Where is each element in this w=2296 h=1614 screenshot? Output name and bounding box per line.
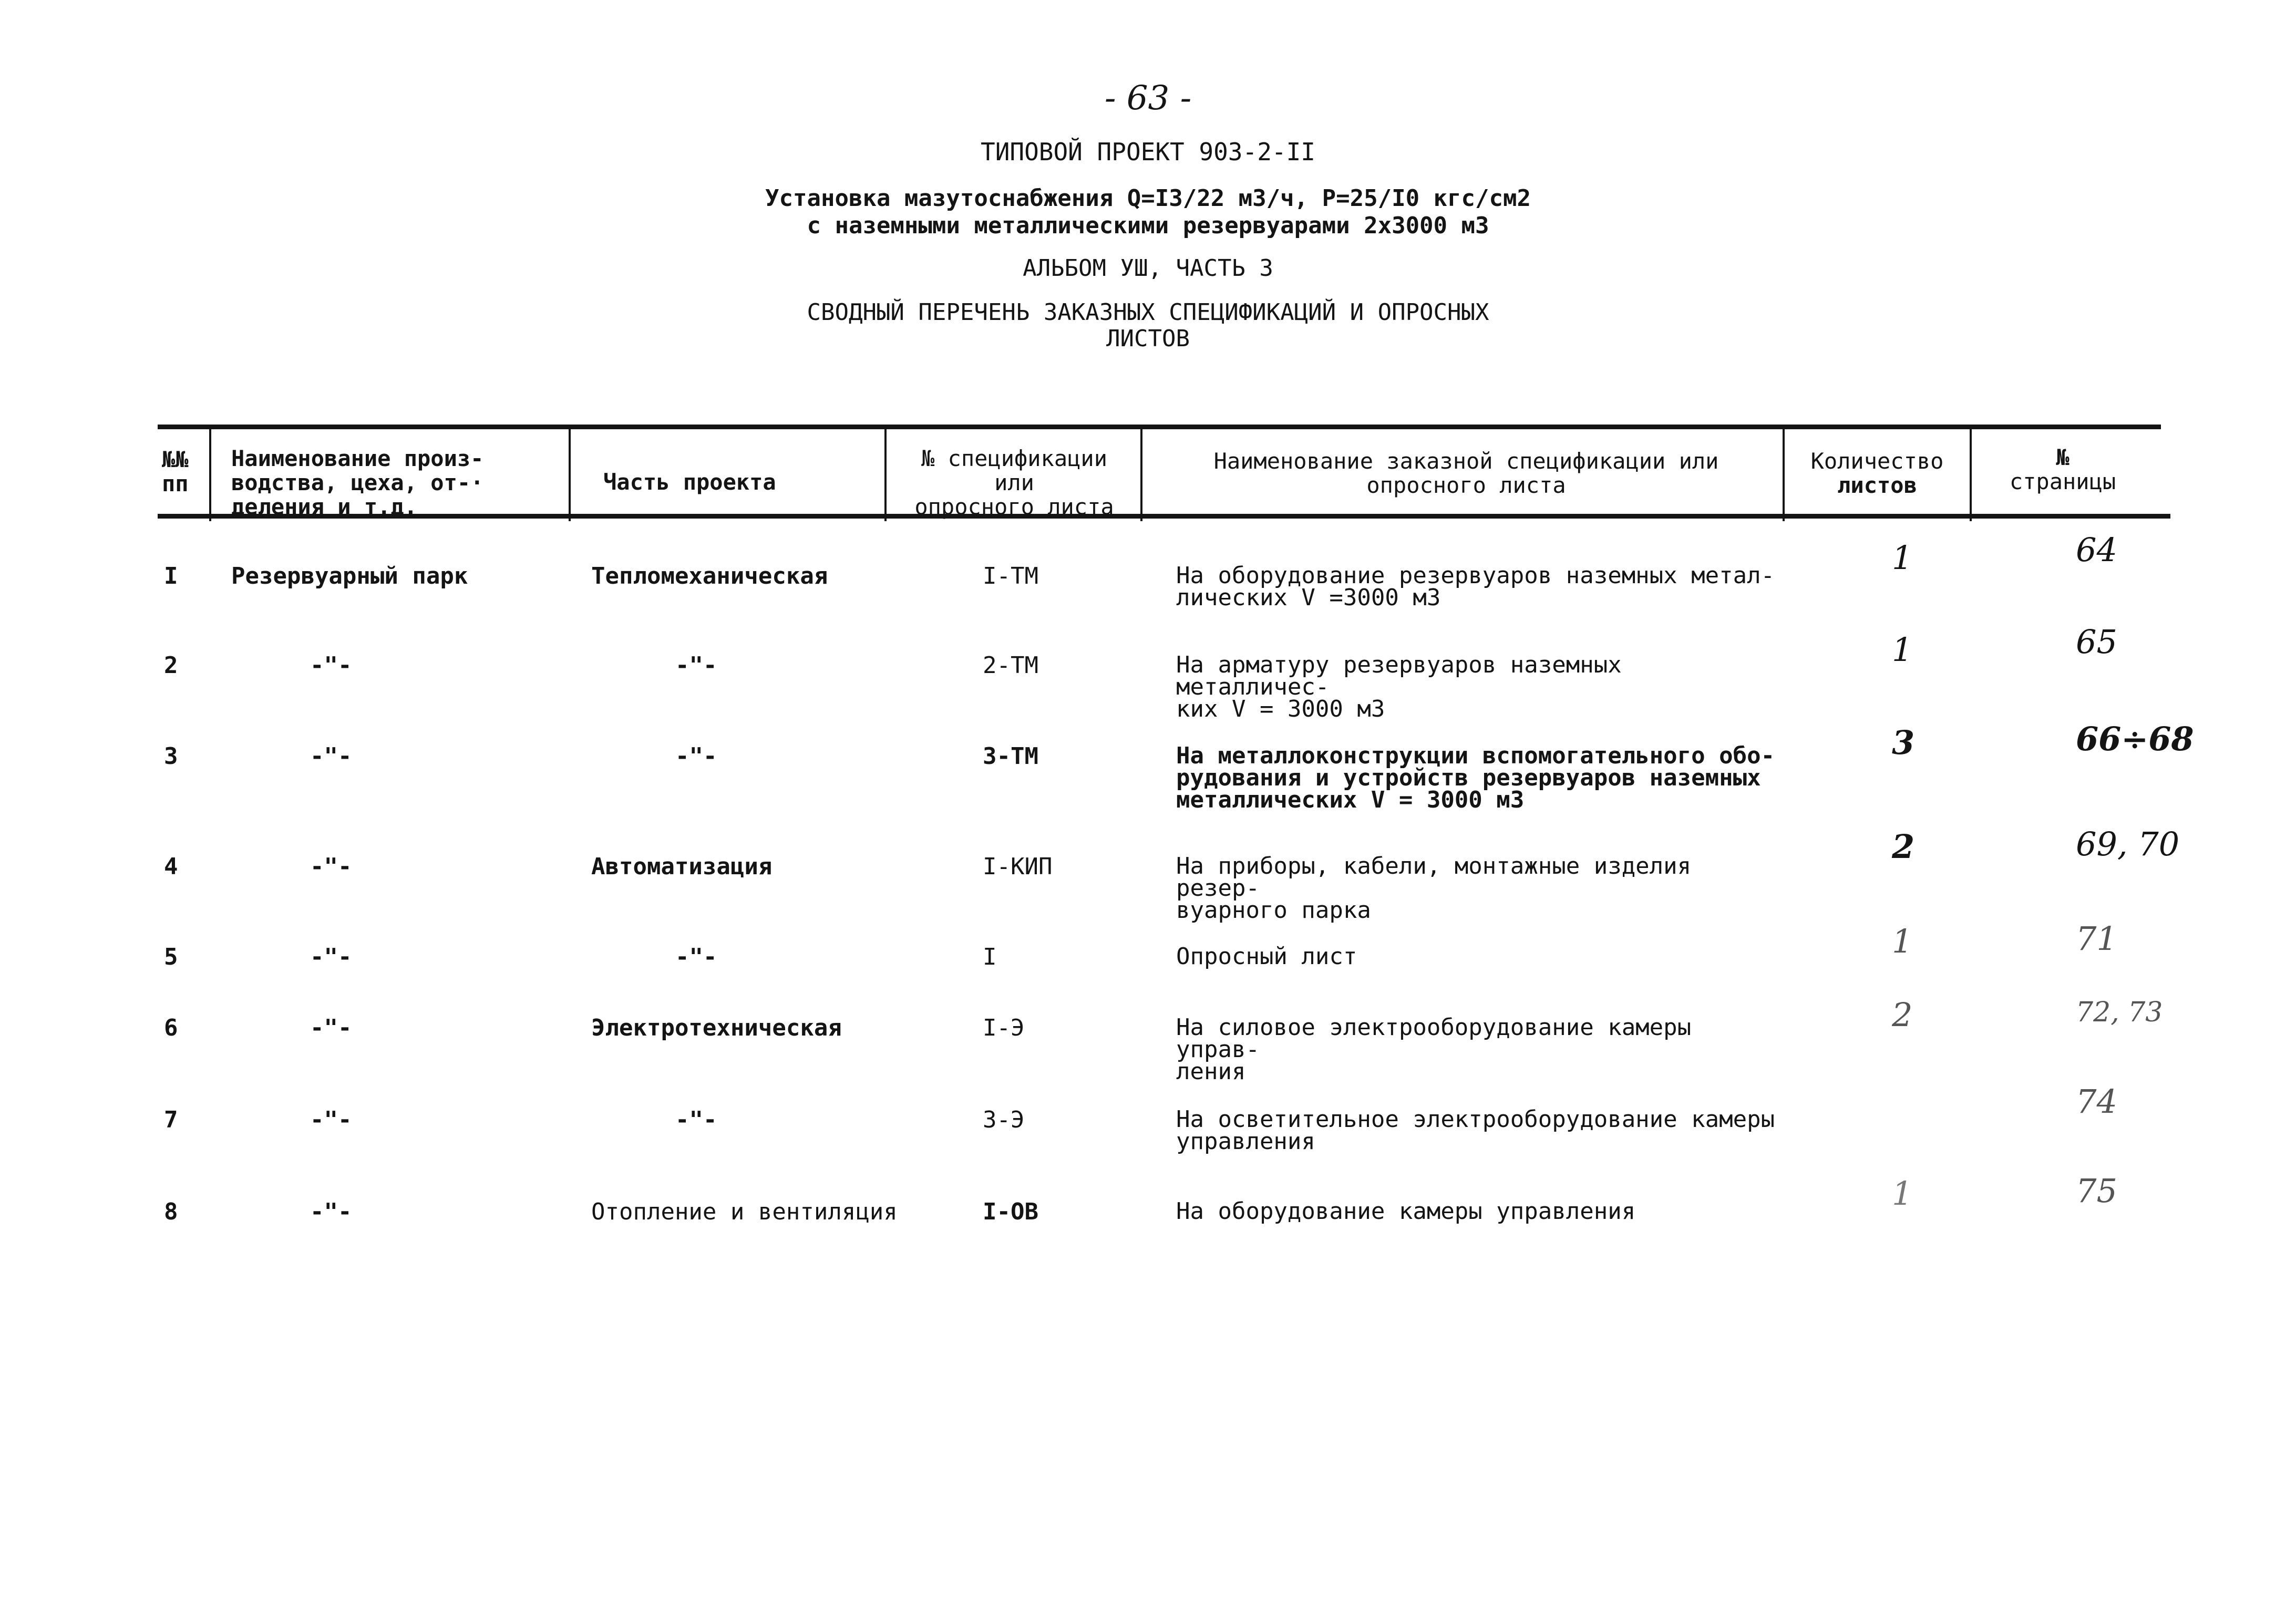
ditto-mark: -"-	[310, 1015, 352, 1041]
ditto-mark: -"-	[310, 652, 352, 679]
row-number: 3	[164, 743, 178, 770]
row-number: 8	[164, 1198, 178, 1225]
row-page-number: 65	[2076, 623, 2117, 661]
row-page-number: 69, 70	[2076, 825, 2180, 863]
row-description: Опросный лист	[1176, 943, 1357, 970]
row-production: Резервуарный парк	[231, 563, 468, 589]
row-number: 4	[164, 853, 178, 880]
row-spec-number: I	[983, 944, 997, 970]
col-header-page: № страницы	[2009, 444, 2116, 494]
row-project-part: Тепломеханическая	[591, 563, 828, 589]
ditto-mark: -"-	[310, 853, 352, 880]
row-page-number: 71	[2076, 919, 2117, 958]
row-page-number: 64	[2076, 531, 2117, 569]
column-divider	[1970, 428, 1972, 521]
row-spec-number: 3-Э	[983, 1106, 1025, 1133]
col-header-qty: Количество листов	[1810, 448, 1944, 498]
row-sheet-count: 1	[1892, 1174, 1913, 1213]
column-divider	[1140, 428, 1142, 521]
row-spec-number: I-ТМ	[983, 563, 1038, 589]
row-page-number: 75	[2076, 1172, 2117, 1210]
row-description: На осветительное электрооборудование камеры управления	[1176, 1106, 1775, 1155]
row-sheet-count: 1	[1892, 922, 1913, 960]
subtitle-line-1: Установка мазутоснабжения Q=I3/22 м3/ч, Р=25/I0 кгс/см2	[765, 185, 1531, 212]
row-page-number: 66÷68	[2076, 720, 2194, 758]
row-sheet-count: 1	[1892, 539, 1913, 577]
table-top-rule	[158, 425, 2161, 429]
row-number: 6	[164, 1015, 178, 1041]
row-page-number: 72, 73	[2076, 997, 2163, 1028]
column-divider	[884, 428, 887, 521]
row-description: На силовое электрооборудование камеры управ- ления	[1176, 1014, 1692, 1085]
row-project-part: Отопление и вентиляция	[591, 1198, 898, 1225]
col-header-part: Часть проекта	[603, 469, 776, 495]
row-description: На приборы, кабели, монтажные изделия резер- вуарного парка	[1176, 853, 1692, 924]
page-number: - 63 -	[1104, 79, 1192, 118]
ditto-mark: -"-	[310, 944, 352, 970]
row-number: 2	[164, 652, 178, 679]
ditto-mark: -"-	[310, 1198, 352, 1225]
ditto-mark: -"-	[675, 743, 717, 770]
column-divider	[1783, 428, 1785, 521]
row-project-part: Электротехническая	[591, 1015, 842, 1041]
row-spec-number: I-ОВ	[983, 1198, 1038, 1225]
row-project-part: Автоматизация	[591, 853, 773, 880]
row-number: 7	[164, 1106, 178, 1133]
row-number: I	[164, 563, 178, 589]
ditto-mark: -"-	[310, 743, 352, 770]
ditto-mark: -"-	[310, 1106, 352, 1133]
row-spec-number: I-Э	[983, 1015, 1025, 1041]
ditto-mark: -"-	[675, 1106, 717, 1133]
row-sheet-count: 3	[1892, 723, 1915, 762]
list-title	[0, 299, 2296, 352]
col-header-desc: Наименование заказной спецификации или опросного листа	[1213, 448, 1719, 498]
col-header-spec: № спецификации или опросного листа	[914, 446, 1114, 520]
list-title-line-1: СВОДНЫЙ ПЕРЕЧЕНЬ ЗАКАЗНЫХ СПЕЦИФИКАЦИЙ И ОПРОСНЫХ	[807, 299, 1489, 326]
row-sheet-count: 2	[1892, 827, 1915, 866]
subtitle-line-2: с наземными металлическими резервуарами 2х3000 м3	[807, 212, 1489, 239]
row-spec-number: 2-ТМ	[983, 652, 1038, 679]
col-header-number: №№ пп	[162, 447, 189, 496]
column-divider	[569, 428, 571, 521]
list-title-line-2: ЛИСТОВ	[1106, 325, 1190, 352]
row-description: На оборудование камеры управления	[1176, 1198, 1636, 1225]
row-description: На металлоконструкции вспомогательного обо- рудования и устройств резервуаров наземных металлических V = 3000 м3	[1176, 742, 1775, 813]
column-divider	[209, 428, 211, 521]
ditto-mark: -"-	[675, 944, 717, 970]
document-subtitle	[0, 185, 2296, 240]
row-description: На арматуру резервуаров наземных металличес- ких V = 3000 м3	[1176, 651, 1622, 722]
row-description: На оборудование резервуаров наземных метал- лических V =3000 м3	[1176, 562, 1775, 611]
row-number: 5	[164, 944, 178, 970]
document-title: ТИПОВОЙ ПРОЕКТ 903-2-II	[981, 138, 1315, 166]
row-sheet-count: 1	[1892, 630, 1913, 669]
row-spec-number: 3-ТМ	[983, 743, 1038, 770]
col-header-production: Наименование произ- водства, цеха, от-· деления и т.д.	[231, 446, 484, 520]
row-spec-number: I-КИП	[983, 853, 1053, 880]
ditto-mark: -"-	[675, 652, 717, 679]
row-sheet-count: 2	[1892, 996, 1913, 1034]
album-label: АЛЬБОМ УШ, ЧАСТЬ 3	[1023, 255, 1273, 282]
row-page-number: 74	[2076, 1082, 2117, 1121]
